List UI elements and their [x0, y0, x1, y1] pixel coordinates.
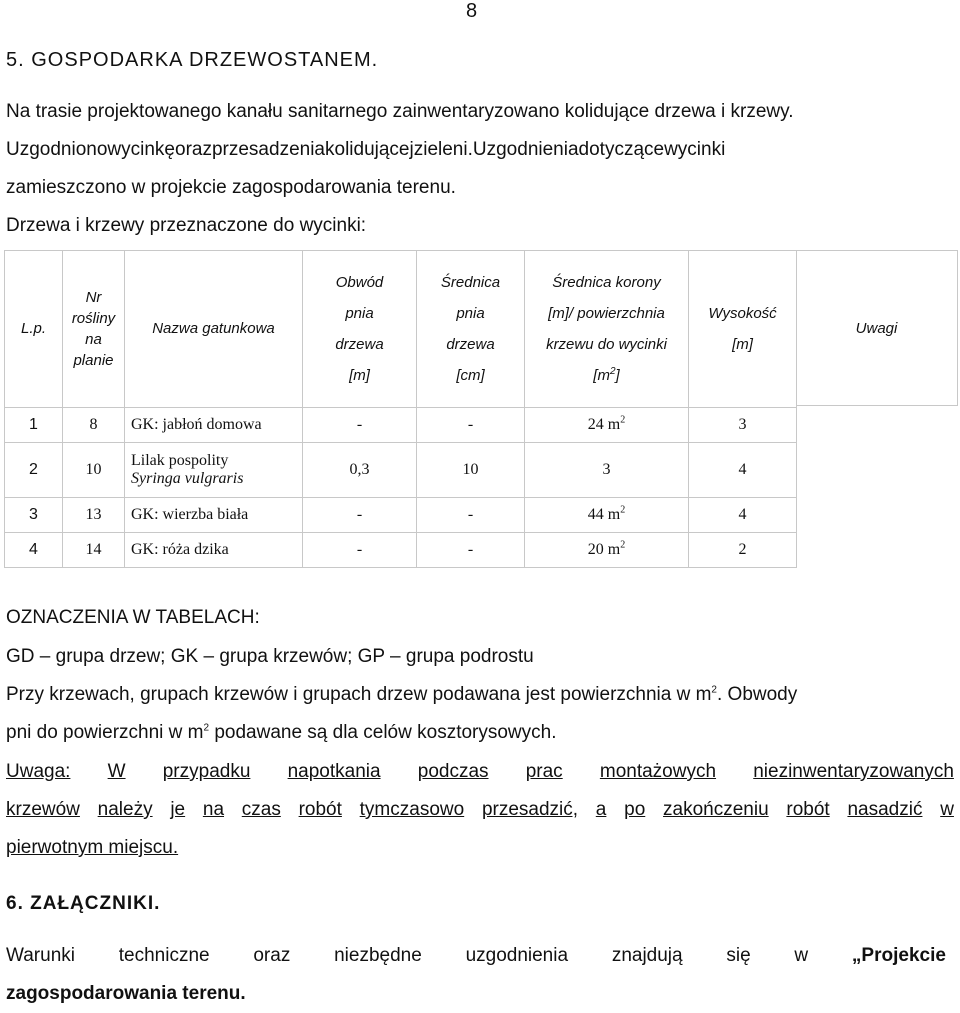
cell-diameter: -: [417, 533, 525, 568]
word: Uzgodnienia: [472, 139, 579, 160]
word: należy: [97, 799, 153, 820]
header-trunk-diameter: Średnica pnia drzewa [cm]: [417, 251, 525, 408]
cell-species-name: Lilak pospolity Syringa vulgraris: [125, 443, 303, 498]
latin-name: Syringa vulgraris: [131, 470, 244, 487]
word: oraz: [175, 139, 212, 160]
cell-girth: -: [303, 498, 417, 533]
word: przesadzić,: [481, 799, 579, 820]
word: robót: [298, 799, 342, 820]
word: nasadzić: [847, 799, 923, 820]
word: a: [595, 799, 607, 820]
cell-species-name: GK: jabłoń domowa: [125, 408, 303, 443]
table-row: [5, 533, 797, 568]
word: prac: [525, 761, 563, 782]
header-plant-number: Nr rośliny na planie: [63, 251, 125, 408]
final-line-1: [6, 937, 946, 975]
word: wycinki: [664, 139, 726, 160]
cell-diameter: -: [417, 408, 525, 443]
legend-paragraph: [6, 638, 954, 752]
legend-line-3: pni do powierzchni w $m^2$ podawane są dla celów kosztorysowych.: [6, 722, 557, 743]
cell-species-name: GK: wierzba biała: [125, 498, 303, 533]
cell-crown: 20 $m^2$: [525, 533, 689, 568]
intro-line-2: [6, 131, 946, 169]
word: krzewów: [6, 799, 80, 820]
trees-table: [4, 250, 797, 568]
word: dotyczące: [578, 139, 665, 160]
word: W: [107, 761, 126, 782]
cell-height: 4: [689, 443, 797, 498]
word: przypadku: [162, 761, 251, 782]
bold-word: „Projekcie: [851, 945, 946, 966]
cell-crown: 24 $m^2$: [525, 408, 689, 443]
legend-line-1: GD – grupa drzew; GK – grupa krzewów; GP – grupa podrostu: [6, 646, 534, 667]
word: zakończeniu: [663, 799, 769, 820]
word: podczas: [417, 761, 489, 782]
word: Warunki: [6, 945, 75, 966]
cell-plant-number: 13: [63, 498, 125, 533]
table-header-row: [5, 251, 797, 408]
word: robót: [786, 799, 830, 820]
note-line-2: [6, 791, 954, 829]
word: montażowych: [599, 761, 717, 782]
table-row: [5, 443, 797, 498]
word: znajdują: [611, 945, 683, 966]
word: w: [794, 945, 809, 966]
word: techniczne: [118, 945, 210, 966]
word: napotkania: [287, 761, 381, 782]
cell-plant-number: 10: [63, 443, 125, 498]
table-row: [5, 498, 797, 533]
note-line-3: pierwotnym miejscu.: [6, 837, 179, 858]
word: oraz: [253, 945, 291, 966]
word: Uwaga:: [6, 761, 71, 782]
header-lp: L.p.: [5, 251, 63, 408]
cell-height: 2: [689, 533, 797, 568]
legend-title: OZNACZENIA W TABELACH:: [6, 607, 260, 628]
cell-lp: 3: [5, 498, 63, 533]
word: uzgodnienia: [465, 945, 569, 966]
cell-plant-number: 8: [63, 408, 125, 443]
table-row: [5, 408, 797, 443]
header-height: Wysokość [m]: [689, 251, 797, 408]
header-trunk-girth: Obwód pnia drzewa [m]: [303, 251, 417, 408]
word: tymczasowo: [359, 799, 465, 820]
word: wycinkę: [107, 139, 175, 160]
word: po: [624, 799, 646, 820]
word: Uzgodniono: [6, 139, 108, 160]
word: na: [202, 799, 225, 820]
header-species-name: Nazwa gatunkowa: [125, 251, 303, 408]
attachments-paragraph: [6, 937, 946, 1013]
final-line-2: zagospodarowania terenu .: [6, 983, 246, 1004]
cell-girth: 0,3: [303, 443, 417, 498]
intro-line-4: Drzewa i krzewy przeznaczone do wycinki:: [6, 215, 367, 236]
word: niezinwentaryzowanych: [753, 761, 954, 782]
cell-diameter: -: [417, 498, 525, 533]
word: niezbędne: [334, 945, 422, 966]
word: się: [726, 945, 751, 966]
legend-line-2: Przy krzewach, grupach krzewów i grupach drzew podawana jest powierzchnia w $m^2$. Obwody: [6, 684, 798, 705]
header-remarks: Uwagi: [796, 250, 958, 406]
header-crown-diameter: Średnica korony [m]/ powierzchnia krzewu do wycinki $[m^2]$: [525, 251, 689, 408]
cell-diameter: 10: [417, 443, 525, 498]
warning-note: [6, 753, 954, 867]
word: kolidującej: [325, 139, 414, 160]
intro-line-3: zamieszczono w projekcie zagospodarowania terenu.: [6, 177, 456, 198]
cell-height: 3: [689, 408, 797, 443]
note-line-1: [6, 753, 954, 791]
cell-plant-number: 14: [63, 533, 125, 568]
cell-height: 4: [689, 498, 797, 533]
word: zieleni.: [413, 139, 473, 160]
section-6-title: 6. ZAŁĄCZNIKI.: [6, 893, 161, 914]
word: czas: [241, 799, 281, 820]
word: je: [170, 799, 186, 820]
word: przesadzenia: [211, 139, 325, 160]
cell-crown: 3: [525, 443, 689, 498]
page-number: 8: [466, 0, 478, 22]
cell-lp: 1: [5, 408, 63, 443]
cell-girth: -: [303, 533, 417, 568]
intro-paragraph: [6, 93, 946, 245]
cell-species-name: GK: róża dzika: [125, 533, 303, 568]
cell-crown: 44 $m^2$: [525, 498, 689, 533]
cell-lp: 2: [5, 443, 63, 498]
intro-line-1: Na trasie projektowanego kanału sanitarnego zainwentaryzowano kolidujące drzewa i krzewy.: [6, 101, 794, 122]
section-5-title: 5. GOSPODARKA DRZEWOSTANEM.: [6, 49, 379, 71]
word: w: [940, 799, 954, 820]
cell-girth: -: [303, 408, 417, 443]
cell-lp: 4: [5, 533, 63, 568]
